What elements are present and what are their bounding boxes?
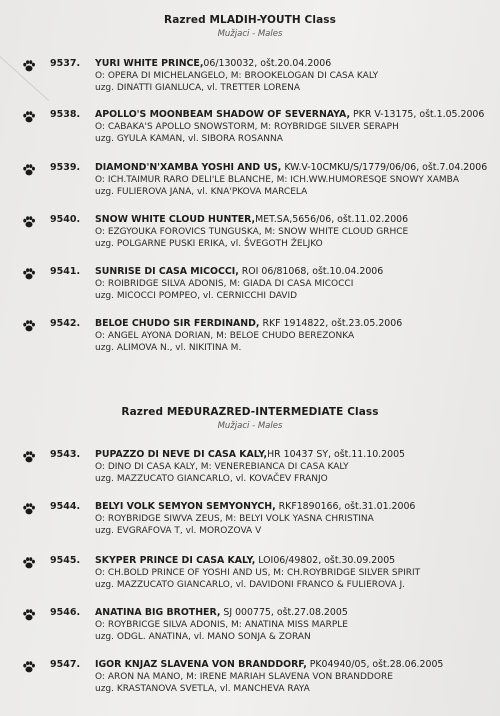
parents-line: O: CABAKA'S APOLLO SNOWSTORM, M: ROYBRIDGE SILVER SERAPH	[95, 122, 399, 132]
owners-line: uzg. EVGRAFOVA T, vl. MOROZOVA V	[95, 526, 262, 536]
dog-name: BELYI VOLK SEMYON SEMYONYCH,	[95, 501, 276, 512]
entry-details	[95, 162, 495, 198]
entry-title-line	[95, 58, 495, 70]
section-subtitle-youth: Mužjaci - Males	[217, 29, 283, 39]
owners-line: uzg. MAZZUCATO GIANCARLO, vl. KOVAČEV FRANJO	[95, 474, 328, 484]
catalog-entry	[0, 266, 500, 310]
paw-print-icon	[22, 556, 36, 570]
parents-line: O: ANGEL AYONA DORIAN, M: BELOE CHUDO BEREZONKA	[95, 331, 355, 341]
entry-details	[95, 266, 495, 302]
entry-title-line	[95, 318, 495, 330]
catalog-entry	[0, 214, 500, 258]
owners-line: uzg. MICOCCI POMPEO, vl. CERNICCHI DAVID	[95, 291, 298, 301]
entry-number: 9538.	[50, 109, 81, 120]
paw-print-icon	[22, 163, 36, 177]
entry-number: 9540.	[50, 214, 81, 225]
entry-title-line	[95, 109, 495, 121]
catalog-entry	[0, 607, 500, 651]
parents-line: O: CH.BOLD PRINCE OF YOSHI AND US, M: CH.ROYBRIDGE SILVER SPIRIT	[95, 568, 421, 578]
registration-info: RKF 1914822, ošt.23.05.2006	[259, 318, 403, 329]
section-title-youth: Razred MLADIH-YOUTH Class	[164, 14, 336, 26]
owners-line: uzg. POLGARNE PUSKI ERIKA, vl. ŠVEGOTH ŽELJKO	[95, 239, 323, 249]
entry-number: 9546.	[50, 607, 81, 618]
catalog-entry	[0, 162, 500, 206]
entry-number: 9539.	[50, 162, 81, 173]
registration-info: PK04940/05, ošt.28.06.2005	[306, 659, 444, 670]
registration-info: HR 10437 SY, ošt.11.10.2005	[267, 449, 406, 460]
section-title-intermediate: Razred MEĐURAZRED-INTERMEDIATE Class	[121, 406, 379, 418]
entry-number: 9542.	[50, 318, 81, 329]
entry-details	[95, 555, 495, 591]
parents-line: O: OPERA DI MICHELANGELO, M: BROOKELOGAN DI CASA KALY	[95, 71, 379, 81]
paw-print-icon	[22, 215, 36, 229]
dog-name: SKYPER PRINCE DI CASA KALY,	[95, 555, 256, 566]
entry-details	[95, 109, 495, 145]
dog-name: APOLLO'S MOONBEAM SHADOW OF SEVERNAYA,	[95, 109, 351, 120]
entry-number: 9547.	[50, 659, 81, 670]
entry-title-line	[95, 659, 495, 671]
parents-line: O: EZGYOUKA FOROVICS TUNGUSKA, M: SNOW WHITE CLOUD GRHCE	[95, 227, 409, 237]
paw-print-icon	[22, 502, 36, 516]
dog-name: YURI WHITE PRINCE,	[95, 58, 204, 69]
entry-number: 9541.	[50, 266, 81, 277]
paw-print-icon	[22, 450, 36, 464]
catalog-entry	[0, 501, 500, 545]
registration-info: LOI06/49802, ošt.30.09.2005	[255, 555, 396, 566]
entry-title-line	[95, 214, 495, 226]
paw-print-icon	[22, 110, 36, 124]
paw-print-icon	[22, 59, 36, 73]
parents-line: O: ROYBRIDGE SIWVA ZEUS, M: BELYI VOLK YASNA CHRISTINA	[95, 514, 374, 524]
entry-details	[95, 318, 495, 354]
catalog-entry	[0, 109, 500, 153]
entry-number: 9545.	[50, 555, 81, 566]
catalog-entry	[0, 449, 500, 493]
entry-title-line	[95, 266, 495, 278]
registration-info: ROI 06/81068, ošt.10.04.2006	[238, 266, 384, 277]
dog-name: DIAMOND'N'XAMBA YOSHI AND US,	[95, 162, 282, 173]
owners-line: uzg. KRASTANOVA SVETLA, vl. MANCHEVA RAYA	[95, 684, 310, 694]
parents-line: O: ICH.TAIMUR RARO DELI'LE BLANCHE, M: ICH.WW.HUMORESQE SNOWY XAMBA	[95, 175, 459, 185]
owners-line: uzg. DINATTI GIANLUCA, vl. TRETTER LORENA	[95, 83, 301, 93]
entry-title-line	[95, 162, 495, 174]
paw-print-icon	[22, 319, 36, 333]
section-subtitle-intermediate: Mužjaci - Males	[217, 421, 283, 431]
dog-name: BELOE CHUDO SIR FERDINAND,	[95, 318, 260, 329]
dog-name: SNOW WHITE CLOUD HUNTER,	[95, 214, 256, 225]
dog-name: PUPAZZO DI NEVE DI CASA KALY,	[95, 449, 268, 460]
paw-print-icon	[22, 660, 36, 674]
registration-info: SJ 000775, ošt.27.08.2005	[220, 607, 348, 618]
dog-name: SUNRISE DI CASA MICOCCI,	[95, 266, 239, 277]
entry-title-line	[95, 501, 495, 513]
entry-details	[95, 659, 495, 695]
catalog-entry	[0, 58, 500, 102]
owners-line: uzg. FULIEROVA JANA, vl. KNA'PKOVA MARCELA	[95, 187, 308, 197]
catalog-entry	[0, 318, 500, 362]
entry-title-line	[95, 449, 495, 461]
entry-number: 9537.	[50, 58, 81, 69]
catalog-entry	[0, 555, 500, 599]
parents-line: O: ROYBRICGE SILVA ADONIS, M: ANATINA MISS MARPLE	[95, 620, 348, 630]
registration-info: MET.SA,5656/06, ošt.11.02.2006	[255, 214, 409, 225]
entry-title-line	[95, 555, 495, 567]
registration-info: RKF1890166, ošt.31.01.2006	[275, 501, 416, 512]
paw-print-icon	[22, 608, 36, 622]
entry-number: 9544.	[50, 501, 81, 512]
owners-line: uzg. GYULA KAMAN, vl. SIBORA ROSANNA	[95, 134, 283, 144]
owners-line: uzg. ALIMOVA N., vl. NIKITINA M.	[95, 343, 242, 353]
entry-details	[95, 607, 495, 643]
dog-name: IGOR KNJAZ SLAVENA VON BRANDDORF,	[95, 659, 307, 670]
registration-info: PKR V-13175, ošt.1.05.2006	[350, 109, 485, 120]
entry-details	[95, 214, 495, 250]
parents-line: O: ARON NA MANO, M: IRENE MARIAH SLAVENA VON BRANDDORE	[95, 672, 393, 682]
entry-title-line	[95, 607, 495, 619]
registration-info: 06/130032, ošt.20.04.2006	[203, 58, 332, 69]
catalog-entry	[0, 659, 500, 703]
entry-details	[95, 58, 495, 94]
parents-line: O: ROIBRIDGE SILVA ADONIS, M: GIADA DI CASA MICOCCI	[95, 279, 354, 289]
owners-line: uzg. MAZZUCATO GIANCARLO, vl. DAVIDONI FRANCO & FULIEROVA J.	[95, 580, 406, 590]
paw-print-icon	[22, 267, 36, 281]
entry-details	[95, 501, 495, 537]
dog-name: ANATINA BIG BROTHER,	[95, 607, 221, 618]
entry-number: 9543.	[50, 449, 81, 460]
registration-info: KW.V-10CMKU/S/1779/06/06, ošt.7.04.2006	[281, 162, 488, 173]
owners-line: uzg. ODGL. ANATINA, vl. MANO SONJA & ZORAN	[95, 632, 311, 642]
entry-details	[95, 449, 495, 485]
parents-line: O: DINO DI CASA KALY, M: VENEREBIANCA DI CASA KALY	[95, 462, 349, 472]
